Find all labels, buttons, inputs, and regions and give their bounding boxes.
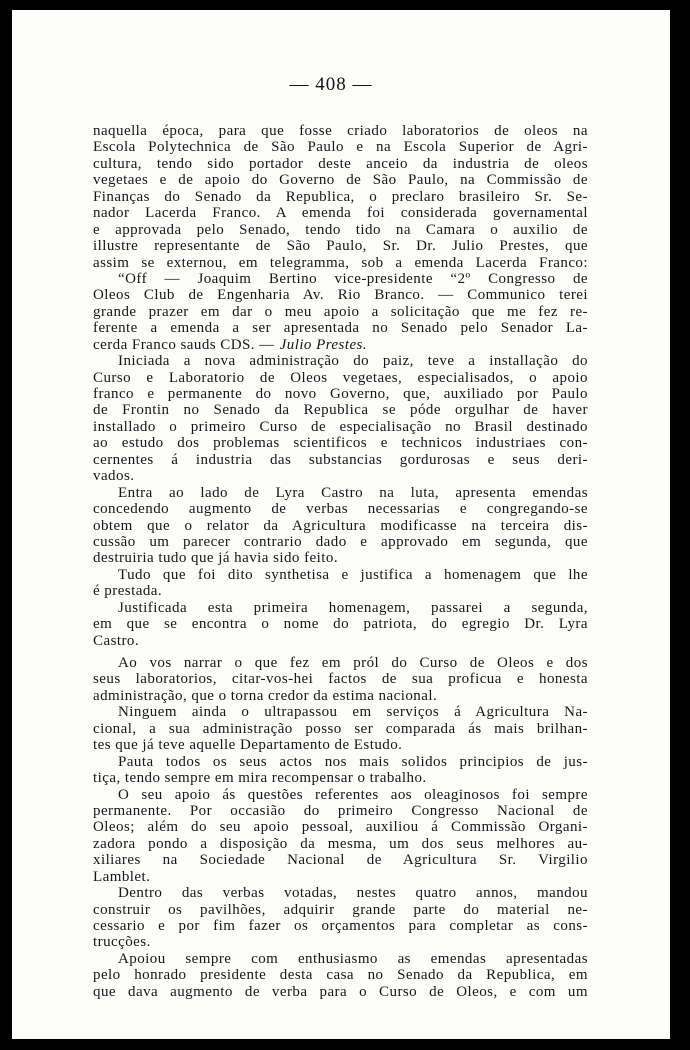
text-line: zadora pondo a disposição da mesma, um dos seus melhores au- xyxy=(93,835,588,852)
text-line: que dava augmento de verba para o Curso de Oleos, e com um xyxy=(93,983,588,1000)
text-line: destruiria tudo que já havia sido feito. xyxy=(93,550,339,567)
paragraph xyxy=(93,123,588,271)
text-line: seus laboratorios, citar-vos-hei factos de sua proficua e honesta xyxy=(93,671,588,688)
text-line: cessario e por fim fazer os orçamentos para completar as cons- xyxy=(93,918,588,934)
text-line: Castro. xyxy=(93,632,140,649)
text-line: vegetaes e de apoio do Governo de São Paulo, na Commissão de xyxy=(93,172,588,189)
text-line: e approvada pelo Senado, tendo tido na Camara o auxilio de xyxy=(93,221,588,238)
text-line: installado o primeiro Curso de especialisação no Brasil destinado xyxy=(93,418,588,435)
text-line: Ninguem ainda o ultrapassou em serviços á Agricultura Na- xyxy=(118,704,588,721)
text-line: permanente. Por occasião do primeiro Congresso Nacional de xyxy=(93,802,588,819)
text-line: Tudo que foi dito synthetisa e justifica a homenagem que lhe xyxy=(118,566,588,583)
text-line: cernentes á industria das substancias gordurosas e seus deri- xyxy=(93,451,588,468)
paragraph xyxy=(93,567,588,600)
text-line: Justificada esta primeira homenagem, passarei a segunda, xyxy=(118,599,588,616)
text-line: tes que já teve aquelle Departamento de Estudo. xyxy=(93,737,403,754)
text-line: naquella época, para que fosse criado laboratorios de oleos na xyxy=(93,123,588,139)
text-line: Escola Polytechnica de São Paulo e na Escola Superior de Agri- xyxy=(93,139,588,156)
text-line: cional, a sua administração posso ser comparada ás mais brilhan- xyxy=(93,720,588,737)
text-line: Iniciada a nova administração do paiz, teve a installação do xyxy=(118,353,588,370)
page-sheet xyxy=(12,10,670,1039)
text-line: illustre representante de São Paulo, Sr. Dr. Julio Prestes, que xyxy=(93,238,588,255)
text-line: cultura, tendo sido portador deste anceio da industria de oleos xyxy=(93,155,588,172)
signature: Julio Prestes. xyxy=(279,336,368,353)
text-line: Finanças do Senado da Republica, o preclaro brasileiro Sr. Se- xyxy=(93,188,588,205)
paragraph xyxy=(93,754,588,787)
paragraph xyxy=(93,600,588,649)
text-line: administração, que o torna credor da estima nacional. xyxy=(93,687,438,704)
text-line: cussão um parecer contrario dado e approvado em segunda, que xyxy=(93,533,588,550)
text-line: nador Lacerda Franco. A emenda foi considerada governamental xyxy=(93,205,588,222)
text-line: Lamblet. xyxy=(93,868,151,885)
text-line: é prestada. xyxy=(93,583,163,600)
text-line: O seu apoio ás questões referentes aos oleaginosos foi sempre xyxy=(118,786,588,803)
text-line: Ao vos narrar o que fez em pról do Curso de Oleos e dos xyxy=(118,655,588,671)
text-line: Pauta todos os seus actos nos mais solidos principios de jus- xyxy=(118,753,588,770)
text-line: trucções. xyxy=(93,934,151,951)
text-line: obtem que o relator da Agricultura modificasse na terceira dis- xyxy=(93,517,588,534)
text-line: ao estudo dos problemas scientificos e technicos industriaes con- xyxy=(93,435,588,452)
paragraph xyxy=(93,655,588,704)
telegram-closing: cerda Franco sauds CDS. — xyxy=(93,336,275,353)
text-line: grande prazer em dar o meu apoio a solicitação que me fez re- xyxy=(93,303,588,320)
paragraph xyxy=(93,353,588,485)
paragraph xyxy=(93,787,588,886)
text-line: concedendo augmento de verbas necessarias e congregando-se xyxy=(93,501,588,518)
text-line: franco e permanente do novo Governo, que, auxiliado por Paulo xyxy=(93,386,588,402)
text-line: “Off — Joaquim Bertino vice-presidente “2º Congresso de xyxy=(118,270,588,287)
text-line: tiça, tendo sempre em mira recompensar o trabalho. xyxy=(93,770,427,787)
text-line: em que se encontra o nome do patriota, do egregio Dr. Lyra xyxy=(93,616,588,633)
text-line: Entra ao lado de Lyra Castro na luta, apresenta emendas xyxy=(118,484,588,501)
paragraph xyxy=(93,485,588,567)
text-line: assim se externou, em telegramma, sob a emenda Lacerda Franco: xyxy=(93,254,588,271)
telegram-quote xyxy=(93,271,588,353)
text-line: Oleos; além do seu apoio pessoal, auxiliou á Commissão Organi- xyxy=(93,819,588,836)
text-line xyxy=(93,337,588,353)
text-line: Curso e Laboratorio de Oleos vegetaes, especialisados, o apoio xyxy=(93,369,588,386)
paragraph xyxy=(93,704,588,753)
paragraph xyxy=(93,951,588,1000)
text-line: ferente a emenda a ser apresentada no Senado pelo Senador La- xyxy=(93,320,588,337)
page-number: — 408 — xyxy=(289,74,373,95)
text-line: pelo honrado presidente desta casa no Senado da Republica, em xyxy=(93,967,588,984)
text-line: vados. xyxy=(93,468,135,485)
text-body xyxy=(93,123,588,1000)
text-line: Oleos Club de Engenharia Av. Rio Branco. — Communico terei xyxy=(93,287,588,304)
text-line: xiliares na Sociedade Nacional de Agricultura Sr. Virgilio xyxy=(93,852,588,869)
text-line: Dentro das verbas votadas, nestes quatro annos, mandou xyxy=(118,885,588,902)
text-line: Apoiou sempre com enthusiasmo as emendas apresentadas xyxy=(118,950,588,967)
paragraph xyxy=(93,885,588,951)
text-line: de Frontin no Senado da Republica se póde orgulhar de haver xyxy=(93,402,588,419)
text-line: construir os pavilhões, adquirir grande parte do material ne- xyxy=(93,901,588,918)
